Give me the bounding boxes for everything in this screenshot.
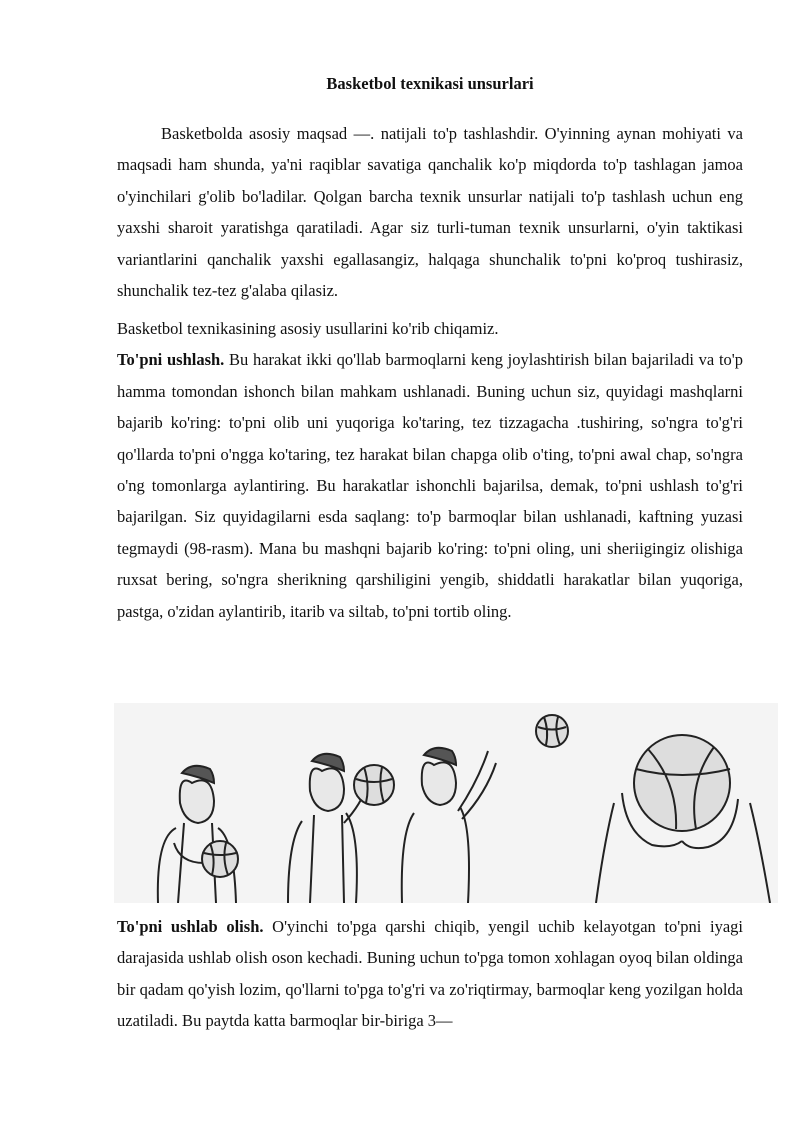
ball-3: [536, 715, 568, 747]
boy-figure-3: [402, 748, 496, 903]
ball-2: [354, 765, 394, 805]
boy-figure-1: [158, 766, 236, 903]
intro-block: [117, 118, 743, 306]
lead-line: Basketbol texnikasining asosiy usullarini ko'rib chiqamiz.: [117, 319, 499, 338]
section-body-catching: O'yinchi to'pga qarshi chiqib, yengil uchib kelayotgan to'pni iyagi darajasida ushlab olish oson kechadi. Buning uchun to'pga tomon xohlagan oyoq bilan oldinga bir qadam qo'yish lozim, qo'llarni to'pga to'g'ri va zo'riqtirmay, barmoqlar keng yozilgan holda uzatiladi. Bu paytda katta barmoqlar bir-biriga 3—: [117, 917, 743, 1031]
section-paragraph-holding: [117, 344, 743, 627]
section-block: [117, 313, 743, 627]
ball-1: [202, 841, 238, 877]
intro-paragraph: Basketbolda asosiy maqsad —. natijali to'p tashlashdir. O'yinning aynan mohiyati va maqsadi ham shunda, ya'ni raqiblar savatiga qanchalik ko'p miqdorda to'p tashlagan jamoa o'yinchilari g'olib bo'ladilar. Qolgan barcha texnik unsurlar natijali to'p tashlash uchun eng yaxshi sharoit yaratishga qaratiladi. Agar siz turli-tuman texnik unsurlarni, o'yin taktikasi variantlarini qanchalik yaxshi egallasangiz, halqaga shunchalik to'pni ko'proq tushirasiz, shunchalik tez-tez g'alaba qilasiz.: [117, 124, 743, 301]
ball-holding-illustration: [114, 703, 778, 903]
section-block-catching: [117, 911, 743, 1037]
section-heading-catching: To'pni ushlab olish.: [117, 917, 264, 936]
boy-figure-2: [288, 754, 366, 903]
section-body-holding: Bu harakat ikki qo'llab barmoqlarni keng joylashtirish bilan bajariladi va to'p hamma tomondan ishonch bilan mahkam ushlanadi. Buning uchun siz, quyidagi mashqlarni bajarib ko'ring: to'pni olib uni yuqoriga ko'taring, tez tizzagacha .tushiring, so'ngra to'g'ri qo'llarda to'pni o'ngga ko'taring, tez harakat bilan chapga olib o'ting, to'pni awal chap, so'ngra o'ng tomonlarga aylantiring. Bu harakatlar ishonchli bajarilsa, demak, to'pni ushlash to'g'ri bajarilgan. Siz quyidagilarni esda saqlang: to'p barmoqlar bilan ushlanadi, kaftning yuzasi tegmaydi (98-rasm). Mana bu mashqni bajarib ko'ring: to'pni oling, uni sheriigingiz olishiga ruxsat bering, so'ngra sherikning qarshiligini yengib, shiddatli harakatlar bilan yuqoriga, pastga, o'zidan aylantirib, itarib va siltab, to'pni tortib oling.: [117, 350, 743, 621]
page-title: Basketbol texnikasi unsurlari: [326, 74, 534, 93]
section-paragraph-catching: [117, 911, 743, 1037]
illustration-drawing: [114, 703, 778, 903]
section-heading-holding: To'pni ushlash.: [117, 350, 225, 370]
hands-closeup: [596, 735, 770, 903]
